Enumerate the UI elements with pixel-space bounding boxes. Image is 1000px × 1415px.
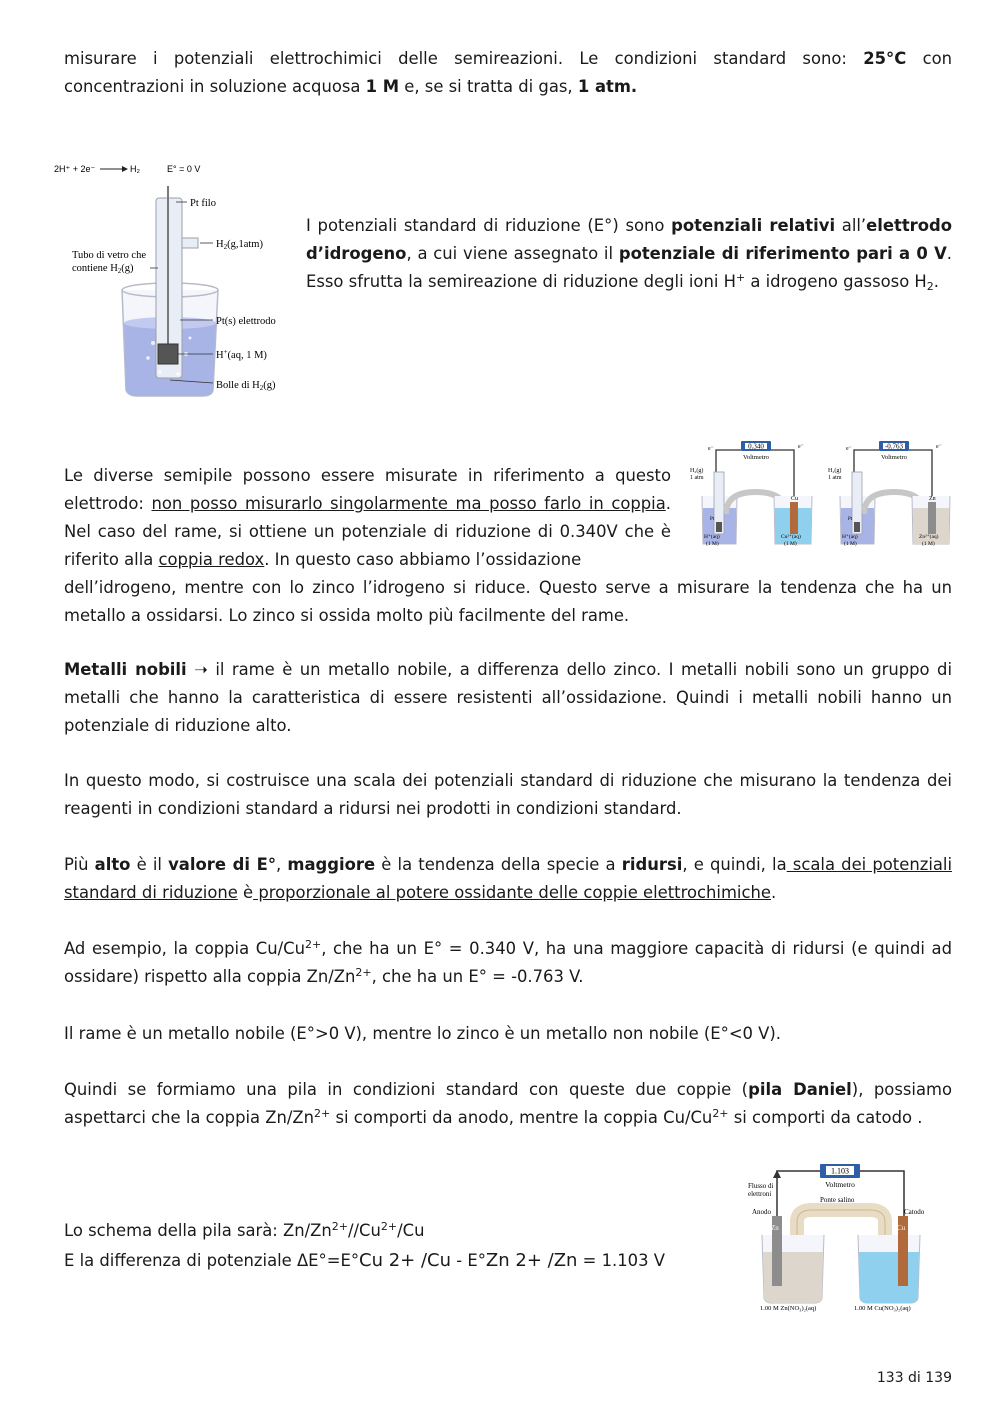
text-run: si comporti da anodo, mentre la coppia Cu/Cu <box>330 1108 713 1127</box>
bold-run: 1 M <box>365 77 400 96</box>
text-run: E la differenza di potenziale ΔE°=E° <box>64 1251 360 1270</box>
superscript: 2+ <box>304 938 322 951</box>
bold-run: pila Daniel <box>748 1080 852 1099</box>
text-run: ), possiamo aspettarci che la coppia Zn/Zn <box>64 1080 952 1127</box>
text-run: Lo schema della pila sarà: Zn/Zn <box>64 1221 332 1240</box>
salt-bridge-label: KNO₃(aq) <box>824 1207 853 1215</box>
cu-label: Cu <box>897 1224 906 1232</box>
text-run: , e quindi, la <box>682 855 787 874</box>
bold-run: elettrodo d’idrogeno <box>306 216 952 263</box>
text-run: . <box>933 272 939 291</box>
reaction-potential: E° = 0 V <box>167 164 201 174</box>
galvanic-cells-diagram <box>686 436 956 554</box>
standard-potentials-paragraph <box>306 212 952 296</box>
text-run: . Esso sfrutta la semireazione di riduzione degli ioni H <box>306 244 952 291</box>
label-pt-filo: Pt filo <box>190 198 216 209</box>
text-run: Le diverse semipile possono essere misurate in riferimento a questo elettrodo: <box>64 466 671 513</box>
solution-label: (1 M) <box>706 541 719 547</box>
scala-paragraph: In questo modo, si costruisce una scala dei potenziali standard di riduzione che misurano la tendenza dei reagenti in condizioni standard a ridursi nei prodotti in condizioni standard. <box>64 771 952 818</box>
text-run: , che ha un E° = -0.763 V. <box>371 967 584 986</box>
underlined-run: scala dei potenziali standard di riduzione <box>64 855 953 902</box>
underlined-run: non posso misurarlo singolarmente ma posso farlo in coppia <box>151 494 666 513</box>
text-run: all’ <box>835 216 867 235</box>
text-run: //Cu <box>348 1221 381 1240</box>
bold-run: maggiore <box>287 855 376 874</box>
solution-label: Zn²⁺(aq) <box>919 534 939 540</box>
text-run: . <box>770 883 777 902</box>
daniell-cell-diagram <box>742 1160 942 1315</box>
voltmeter-label: Voltmetro <box>881 454 907 461</box>
text-run: il rame è un metallo nobile, a differenza dello zinco. I metalli nobili sono un gruppo di metalli che hanno la caratteristica di essere resistenti all’ossidazione. Quindi i metalli nobili hanno un potenziale di riduzione alto. <box>64 660 953 735</box>
esempio-paragraph <box>64 935 952 991</box>
text-run: è <box>237 883 254 902</box>
schema-line <box>64 1217 704 1245</box>
copper-electrode <box>790 502 798 534</box>
superscript: 2+ <box>331 1220 349 1233</box>
piu-alto-paragraph <box>64 851 952 907</box>
voltmeter-label: Voltmetro <box>825 1180 855 1189</box>
flow-label: elettroni <box>748 1190 772 1198</box>
potential-difference-line <box>64 1247 704 1275</box>
right-solution-label: 1.00 M Cu(NO₃)₂(aq) <box>854 1305 911 1312</box>
solution-label: H⁺(aq) <box>704 534 720 540</box>
solution-label: (1 M) <box>922 541 935 547</box>
daniel-paragraph <box>64 1076 952 1132</box>
label-electrode: Pt(s) elettrodo <box>216 316 276 327</box>
solution-label: Cu²⁺(aq) <box>781 534 801 540</box>
bold-run: ridursi <box>621 855 683 874</box>
cell-cu <box>690 441 812 547</box>
superscript: + <box>735 271 746 284</box>
text-run: Quindi se formiamo una pila in condizioni standard con queste due coppie ( <box>64 1080 749 1099</box>
text-run: , che ha un E° = 0.340 V, ha una maggiore capacità di ridursi (e quindi ad ossidare) rispetto alla coppia Zn/Zn <box>64 939 952 986</box>
bold-run: potenziali relativi <box>671 216 836 235</box>
intro-paragraph <box>64 45 952 101</box>
zn-label: Zn <box>771 1224 779 1232</box>
underlined-run: coppia redox <box>158 550 265 569</box>
pt-electrode <box>158 344 178 364</box>
solution-label: (1 M) <box>784 541 797 547</box>
subscript: 2 <box>926 280 934 293</box>
gas-inlet <box>182 238 198 248</box>
text-run: . Nel caso del rame, si ottiene un potenziale di riduzione di 0.340V che è riferito alla <box>64 494 672 569</box>
solution-label: (1 M) <box>844 541 857 547</box>
galvanic-cells-figure <box>686 436 956 554</box>
left-solution-label: 1.00 M Zn(NO₃)₂(aq) <box>760 1305 817 1312</box>
zinc-electrode <box>928 502 936 534</box>
text-run: e, se si tratta di gas, <box>399 77 578 96</box>
underlined-run: proporzionale al potere ossidante delle coppie elettrochimiche <box>253 883 771 902</box>
bold-run: Metalli nobili <box>64 660 187 679</box>
text-run: - E° <box>451 1251 486 1270</box>
cell-zn <box>828 441 950 547</box>
text-run: . In questo caso abbiamo l’ossidazione <box>264 550 582 569</box>
solution-label: H⁺(aq) <box>842 534 858 540</box>
voltmeter-label: Voltmetro <box>743 454 769 461</box>
superscript: 2+ <box>712 1107 729 1120</box>
voltmeter-reading: 1.103 <box>831 1166 849 1176</box>
rame-paragraph: Il rame è un metallo nobile (E°>0 V), mentre lo zinco è un metallo non nobile (E°<0 V). <box>64 1024 782 1043</box>
daniell-cell-figure <box>742 1160 942 1315</box>
cu-solution <box>859 1252 919 1303</box>
bold-run: 25°C <box>863 49 907 68</box>
text-run: Più <box>64 855 95 874</box>
bold-run: valore di E° <box>168 855 277 874</box>
text-run: , <box>276 855 288 874</box>
arrow-icon: ➝ <box>186 660 216 679</box>
label-tubo-2: contiene H2(g) <box>72 263 134 275</box>
gas-label: 1 atm <box>828 475 842 481</box>
gas-label: H₂(g) <box>690 468 704 474</box>
page-number: 133 di 139 <box>876 1370 952 1386</box>
electron-label: e⁻ <box>798 444 804 450</box>
label-hplus: H+(aq, 1 M) <box>216 348 267 361</box>
text-run: , a cui viene assegnato il <box>406 244 619 263</box>
bold-run: alto <box>94 855 131 874</box>
text-run: Ad esempio, la coppia Cu/Cu <box>64 939 305 958</box>
text-run: a idrogeno gassoso H <box>745 272 927 291</box>
text-run: I potenziali standard di riduzione (E°) sono <box>306 216 672 235</box>
metal-label: Zn <box>929 496 936 502</box>
superscript: 2+ <box>314 1107 331 1120</box>
electron-label: e⁻ <box>936 444 942 450</box>
superscript: 2+ <box>380 1220 398 1233</box>
text-run: = 1.103 V <box>577 1251 665 1270</box>
pt-label: Pt <box>848 517 853 522</box>
gas-label: H₂(g) <box>828 468 842 474</box>
electron-label: e⁻ <box>708 446 714 452</box>
voltmeter-reading-cu: 0.340 <box>748 442 764 451</box>
text-run: con concentrazioni in soluzione acquosa <box>64 49 953 96</box>
semipile-paragraph-continued: dell’idrogeno, mentre con lo zinco l’idrogeno si riduce. Questo serve a misurare la tendenza che ha un metallo a ossidarsi. Lo zinco si ossida molto più facilmente del rame. <box>64 578 952 625</box>
metal-label: Cu <box>791 496 799 502</box>
semipile-paragraph <box>64 462 671 574</box>
text-run: misurare i potenziali elettrochimici delle semireazioni. Le condizioni standard sono: <box>64 49 864 68</box>
gas-label: 1 atm <box>690 475 704 481</box>
anode-label: Anodo <box>752 1208 772 1216</box>
label-h2-gas: H2(g,1atm) <box>216 239 263 251</box>
text-run: è la tendenza della specie a <box>375 855 622 874</box>
text-run: si comporti da catodo . <box>728 1108 923 1127</box>
pt-label: Pt <box>710 517 715 522</box>
flow-label: Flusso di <box>748 1182 774 1190</box>
metalli-nobili-paragraph <box>64 656 952 740</box>
bold-run: potenziale di riferimento pari a 0 V <box>618 244 947 263</box>
hydrogen-electrode-figure <box>50 158 290 403</box>
salt-bridge-label: Ponte salino <box>820 1196 855 1204</box>
label-tubo-1: Tubo di vetro che <box>72 250 146 261</box>
text-run: è il <box>130 855 169 874</box>
bold-run: 1 atm. <box>577 77 638 96</box>
reaction-product: H₂ <box>130 164 140 174</box>
superscript: 2+ <box>355 966 372 979</box>
text-run: /Cu <box>397 1221 425 1240</box>
electron-label: e⁻ <box>846 446 852 452</box>
label-bolle: Bolle di H2(g) <box>216 380 276 392</box>
hydrogen-electrode-diagram <box>50 158 290 403</box>
text-run: Cu 2+ /Cu <box>359 1250 452 1271</box>
cathode-label: Catodo <box>904 1208 925 1216</box>
reaction-text: 2H⁺ + 2e⁻ <box>54 164 96 174</box>
text-run: Zn 2+ /Zn <box>485 1250 578 1271</box>
voltmeter-reading-zn: -0.763 <box>884 442 904 451</box>
